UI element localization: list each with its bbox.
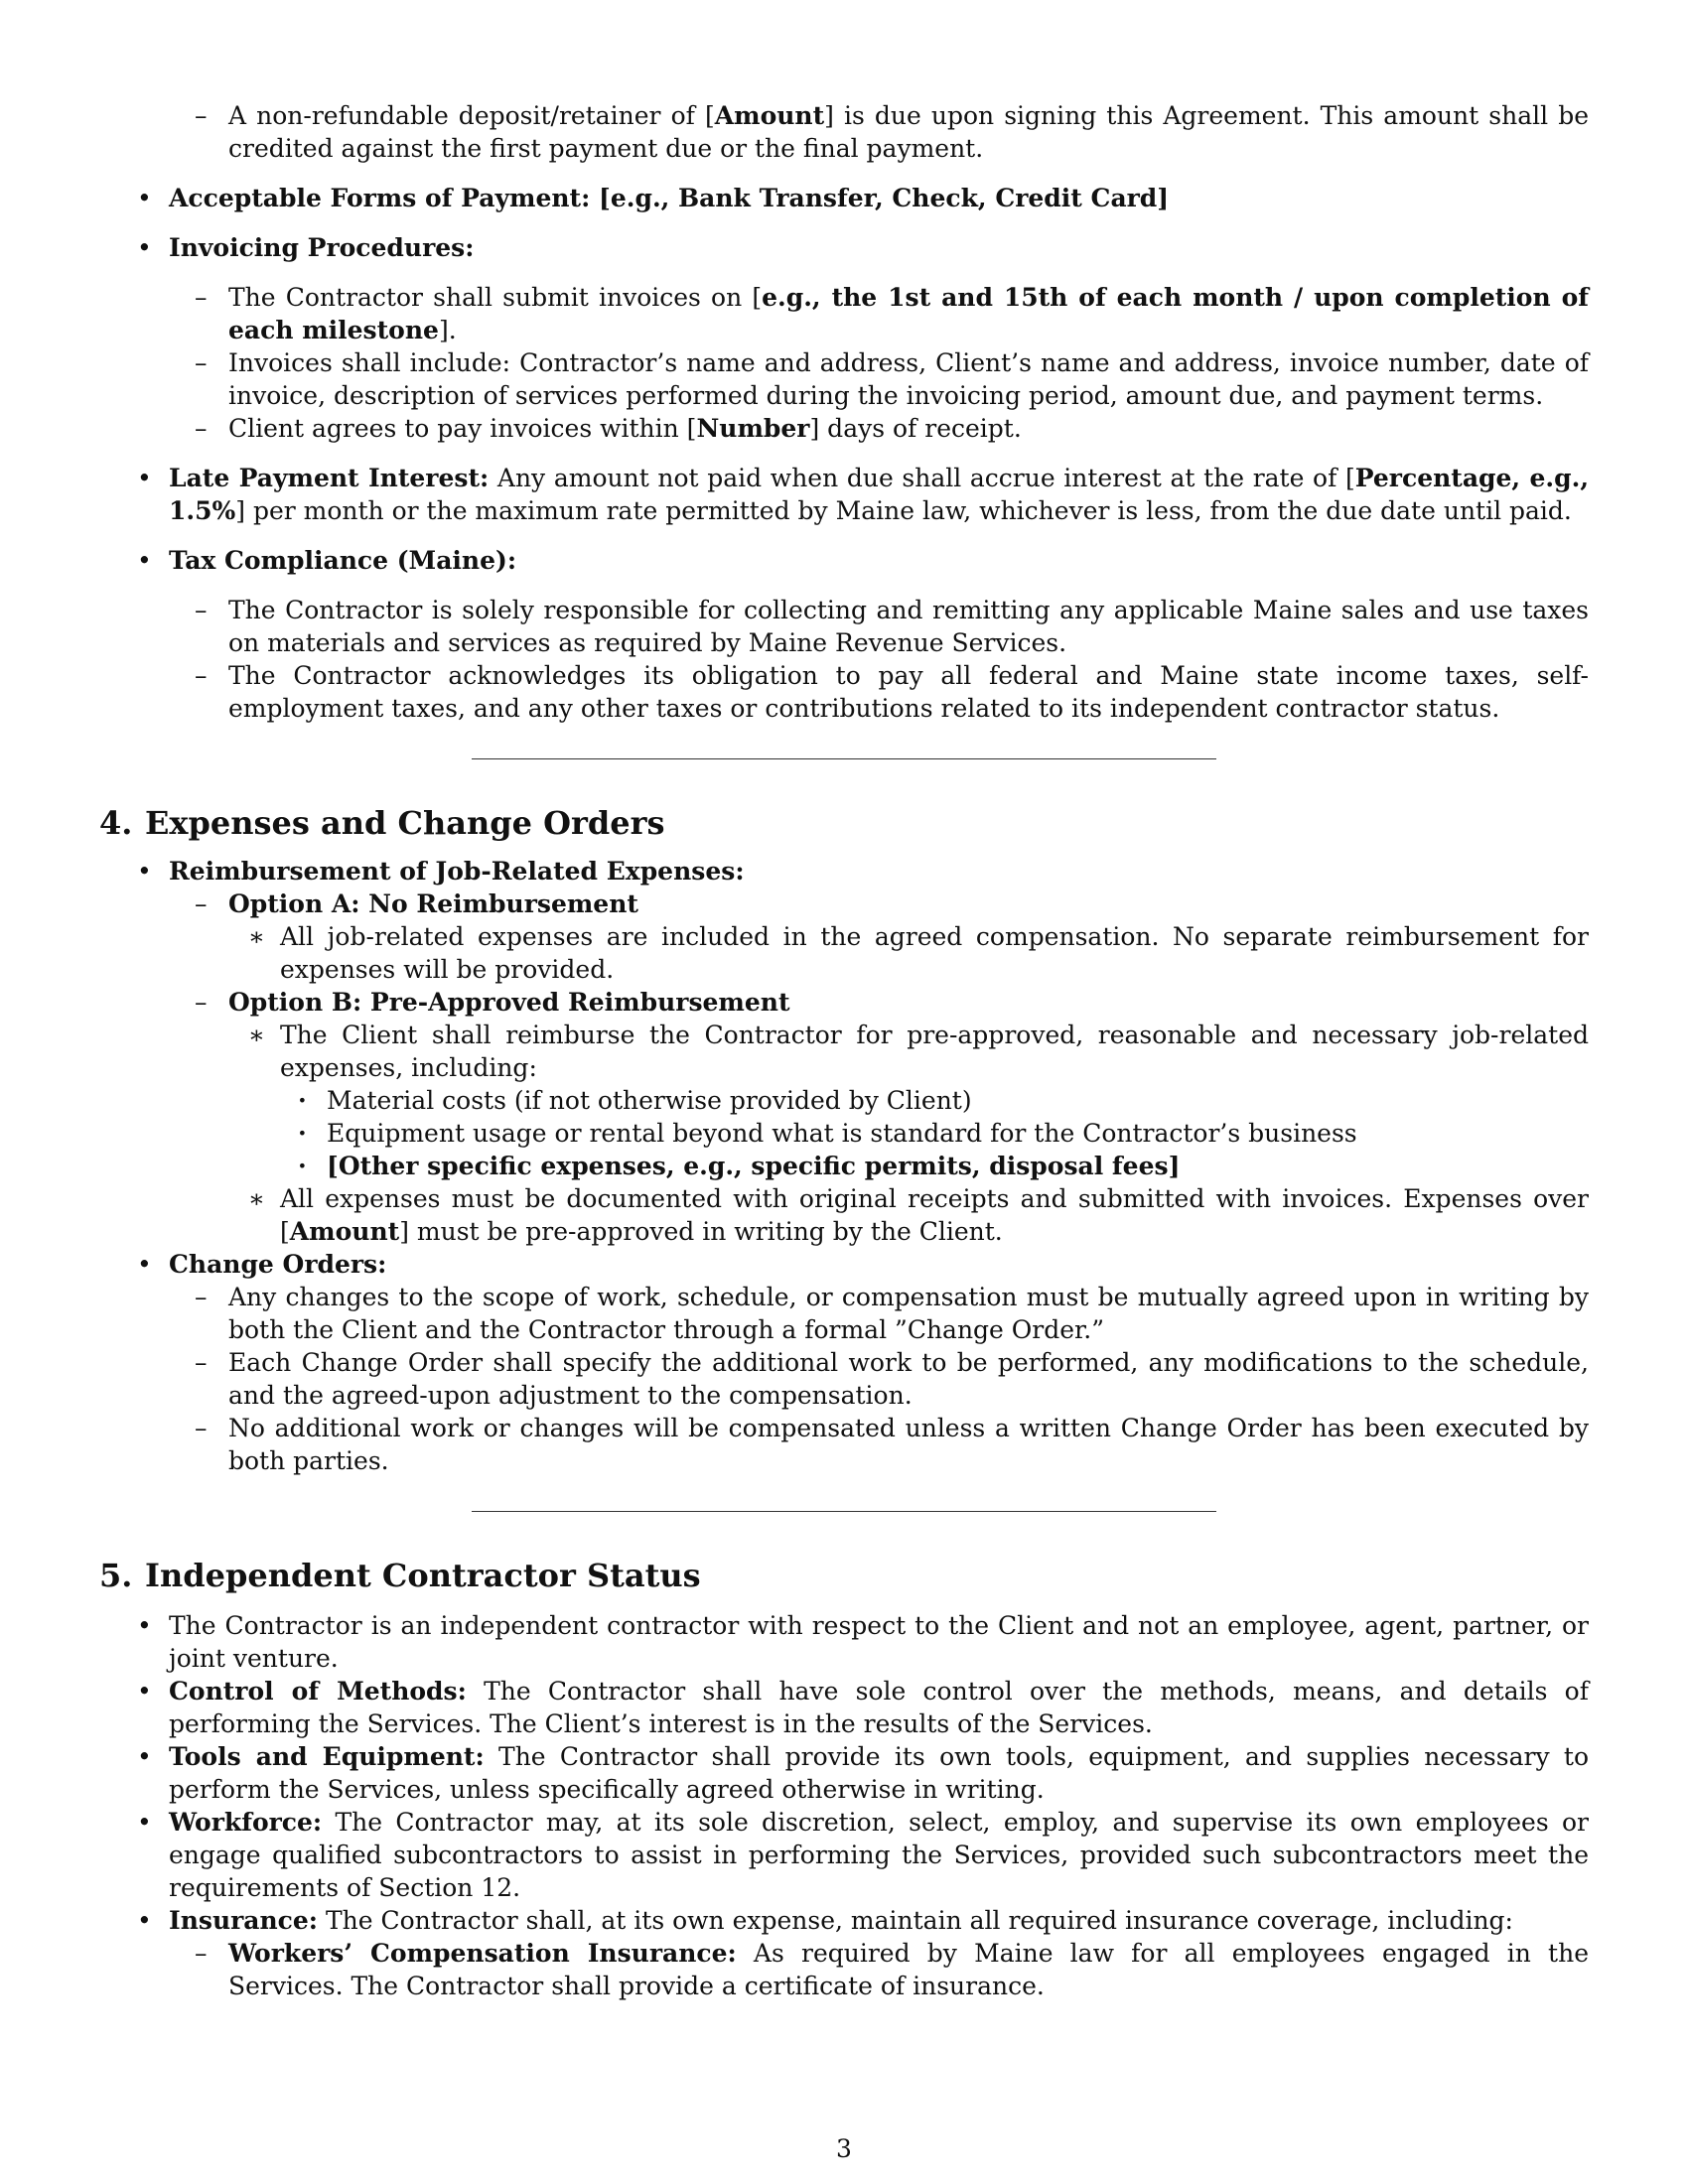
deposit-item: – A non-refundable deposit/retainer of [Amount] is due upon signing this Agreement. This amount shall be credited against the first payment due or the final payment. [99,99,1589,165]
expense-list-item: · Material costs (if not otherwise provided by Client) [99,1084,1589,1117]
section-divider [472,1511,1216,1512]
invoicing-subitem: – Client agrees to pay invoices within [Number] days of receipt. [99,412,1589,445]
expense-docs-text: ∗ All expenses must be documented with original receipts and submitted with invoices. Expenses over [Amount] must be pre-approved in writing by the Client. [99,1182,1589,1248]
insurance-item: • Insurance: The Contractor shall, at its own expense, maintain all required insurance coverage, including: [99,1904,1589,1937]
tools-equipment-item: • Tools and Equipment: The Contractor shall provide its own tools, equipment, and supplies necessary to perform the Services, unless specifically agreed otherwise in writing. [99,1740,1589,1806]
change-order-subitem: – Any changes to the scope of work, schedule, or compensation must be mutually agreed upon in writing by both the Client and the Contractor through a formal ”Change Order.” [99,1281,1589,1346]
workers-comp-item: – Workers’ Compensation Insurance: As required by Maine law for all employees engaged in the Services. The Contractor shall provide a certificate of insurance. [99,1937,1589,2002]
option-b-text: ∗ The Client shall reimburse the Contractor for pre-approved, reasonable and necessary job-related expenses, including: [99,1019,1589,1084]
control-methods-item: • Control of Methods: The Contractor shall have sole control over the methods, means, and details of performing the Services. The Client’s interest is in the results of the Services. [99,1675,1589,1740]
section-heading: 4. Expenses and Change Orders [99,804,665,842]
change-order-subitem: – Each Change Order shall specify the additional work to be performed, any modifications to the schedule, and the agreed-upon adjustment to the compensation. [99,1346,1589,1412]
option-a-text: ∗ All job-related expenses are included in the agreed compensation. No separate reimbursement for expenses will be provided. [99,920,1589,986]
workforce-item: • Workforce: The Contractor may, at its sole discretion, select, employ, and supervise its own employees or engage qualified subcontractors to assist in performing the Services, provided such subcontractors meet the requirements of Section 12. [99,1806,1589,1904]
tax-subitem: – The Contractor acknowledges its obligation to pay all federal and Maine state income taxes, self-employment taxes, and any other taxes or contributions related to its independent contractor status. [99,659,1589,725]
reimbursement-item: • Reimbursement of Job-Related Expenses: [99,855,1589,887]
contractor-status-item: • The Contractor is an independent contractor with respect to the Client and not an employee, agent, partner, or joint venture. [99,1609,1589,1675]
option-b-item: – Option B: Pre-Approved Reimbursement [99,986,1589,1019]
page-number: 3 [836,2134,852,2163]
late-payment-item: • Late Payment Interest: Any amount not paid when due shall accrue interest at the rate of [Percentage, e.g., 1.5%] per month or the maximum rate permitted by Maine law, whichever is less, from the due date until paid. [99,462,1589,527]
expense-list-item: · Equipment usage or rental beyond what is standard for the Contractor’s business [99,1117,1589,1150]
change-order-subitem: – No additional work or changes will be compensated unless a written Change Order has been executed by both parties. [99,1412,1589,1477]
expense-list-item: · [Other specific expenses, e.g., specific permits, disposal fees] [99,1150,1589,1182]
option-a-item: – Option A: No Reimbursement [99,887,1589,920]
invoicing-subitem: – The Contractor shall submit invoices on [e.g., the 1st and 15th of each month / upon completion of each milestone]. [99,281,1589,346]
tax-subitem: – The Contractor is solely responsible for collecting and remitting any applicable Maine sales and use taxes on materials and services as required by Maine Revenue Services. [99,594,1589,659]
section-heading: 5. Independent Contractor Status [99,1557,701,1594]
tax-compliance-item: • Tax Compliance (Maine): [99,544,1589,577]
payment-forms-item: • Acceptable Forms of Payment: [e.g., Bank Transfer, Check, Credit Card] [99,182,1589,214]
change-orders-item: • Change Orders: [99,1248,1589,1281]
invoicing-item: • Invoicing Procedures: [99,231,1589,264]
invoicing-subitem: – Invoices shall include: Contractor’s name and address, Client’s name and address, invoice number, date of invoice, description of services performed during the invoicing period, amount due, and payment terms. [99,346,1589,412]
page-content [99,99,1589,2002]
section-divider [472,758,1216,759]
